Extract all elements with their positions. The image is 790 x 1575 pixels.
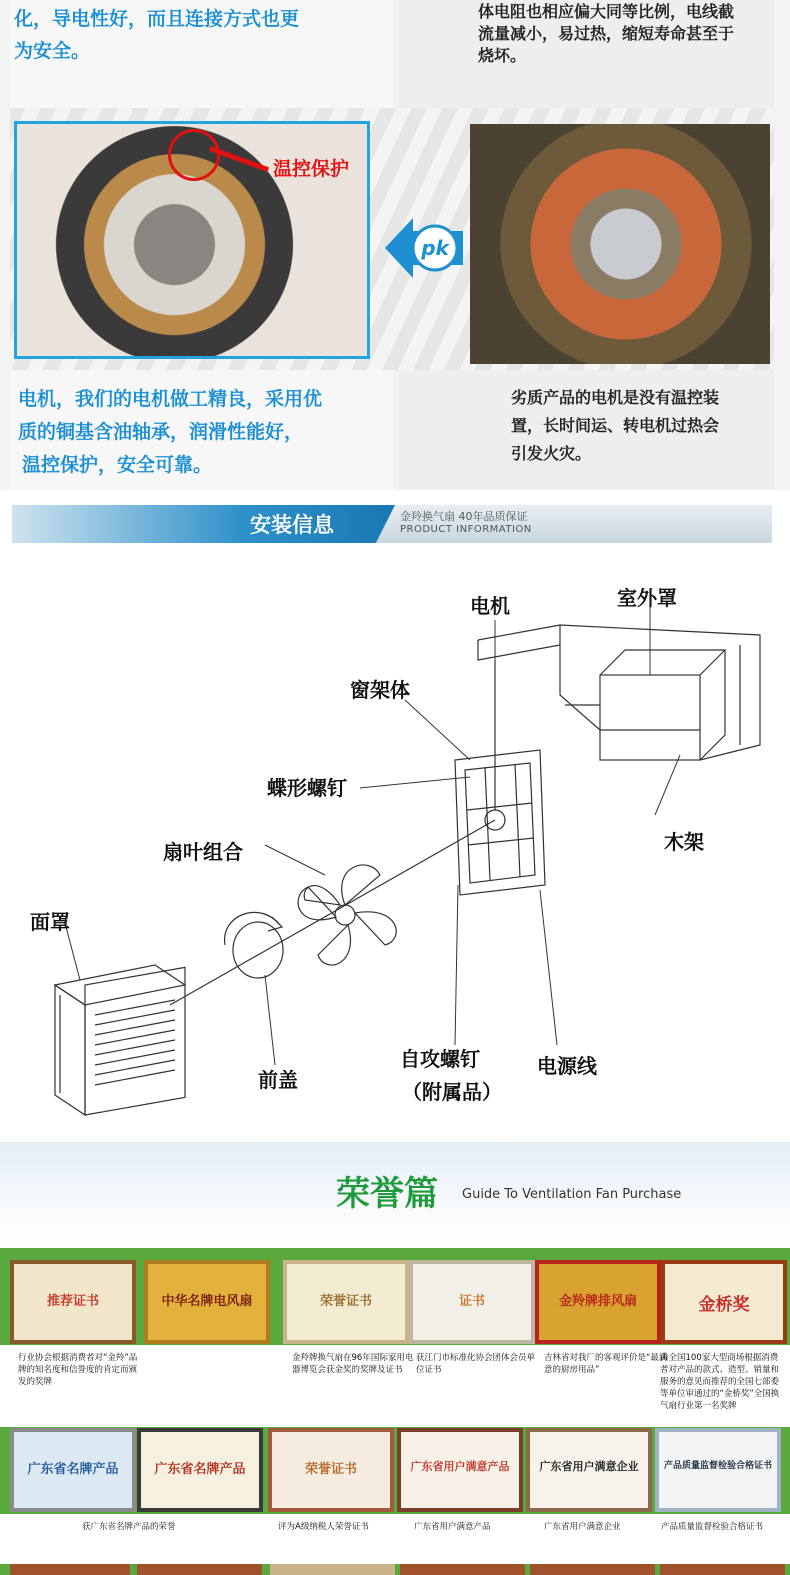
certificate-caption: 评为A级纳税人荣誉证书	[278, 1522, 369, 1532]
bad-bottom-line2: 置，长时间运、转电机过热会	[511, 416, 720, 435]
label-window-frame: 窗架体	[350, 678, 410, 702]
certificate-item	[283, 1260, 409, 1344]
install-section-subtitle-cn: 金羚换气扇 40年品质保证	[400, 510, 528, 523]
bad-motor-photo	[470, 124, 770, 364]
certificate-title: 荣誉证书	[304, 1462, 357, 1477]
certificate-edge	[400, 1564, 525, 1575]
certificate-caption: 由全国100家大型商场根据消费者对产品的款式、造型、销量和服务的意见而推荐的全国七部委等单位审通过的“金桥奖”全国换气扇行业第一名奖牌	[660, 1353, 780, 1411]
certificate-title: 广东省名牌产品	[27, 1462, 119, 1477]
label-tapping-screw: 自攻螺钉	[400, 1047, 480, 1071]
certificate-caption: 广东省用户满意产品	[414, 1522, 491, 1532]
install-section-accent	[12, 505, 395, 543]
honor-subtitle: Guide To Ventilation Fan Purchase	[462, 1187, 682, 1202]
certificate-item	[10, 1260, 136, 1344]
good-top-line2: 为安全。	[14, 40, 91, 62]
certificate-item	[268, 1428, 394, 1512]
certificate-title: 产品质量监督检验合格证书	[663, 1461, 772, 1471]
label-butterfly-screw: 蝶形螺钉	[267, 776, 347, 800]
label-wood-frame: 木架	[664, 830, 704, 854]
temp-highlight-circle	[168, 129, 220, 181]
certificate-caption: 行业协会根据消费者对“金羚”品牌的知名度和信誉度的肯定而颁发的奖牌	[18, 1353, 138, 1387]
certificate-edge	[530, 1564, 655, 1575]
temp-protect-label: 温控保护	[273, 158, 350, 180]
certificate-title: 荣誉证书	[319, 1294, 372, 1309]
certificate-edge	[270, 1564, 395, 1575]
fan-blade-outline	[298, 865, 396, 965]
certificate-item	[535, 1260, 661, 1344]
certificate-item	[661, 1260, 787, 1344]
certificate-caption: 广东省用户满意企业	[544, 1522, 621, 1532]
certificate-item	[137, 1428, 263, 1512]
certificate-caption: 产品质量监督检验合格证书	[661, 1522, 764, 1532]
certificate-title: 证书	[458, 1294, 485, 1309]
label-face-cover: 面罩	[30, 910, 70, 934]
certificate-title: 推荐证书	[46, 1294, 99, 1309]
face-grille-outline	[55, 965, 185, 1115]
good-bottom-line2: 质的铜基含油轴承，润滑性能好，	[18, 421, 304, 443]
certificate-edge	[660, 1564, 785, 1575]
honor-title: 荣誉篇	[336, 1174, 438, 1214]
certificate-title: 广东省用户满意企业	[539, 1460, 639, 1473]
good-bottom-line1: 电机，我们的电机做工精良，采用优	[18, 388, 323, 410]
bad-top-line1: 体电阻也相应偏大同等比例，电线截	[478, 2, 735, 21]
label-outdoor-cover: 室外罩	[617, 586, 677, 610]
certificate-caption: 金羚牌换气扇在96年国际家用电器博览会获金奖的奖牌及证书	[292, 1353, 414, 1375]
bad-bottom-line1: 劣质产品的电机是没有温控装	[511, 388, 720, 407]
label-accessory: （附属品）	[402, 1080, 502, 1104]
certificate-title: 广东省用户满意产品	[410, 1460, 510, 1473]
certificate-caption: 获广东省名牌产品的荣誉	[82, 1522, 176, 1532]
certificate-item	[144, 1260, 270, 1344]
certificate-title: 金羚牌排风扇	[558, 1294, 637, 1309]
certificate-item	[655, 1428, 781, 1512]
certificate-item	[10, 1428, 136, 1512]
label-motor: 电机	[470, 594, 510, 618]
good-bottom-line3: 温控保护，安全可靠。	[22, 454, 213, 476]
certificate-edge	[137, 1564, 262, 1575]
label-power-cord: 电源线	[537, 1054, 597, 1078]
bad-bottom-line3: 引发火灾。	[511, 444, 592, 463]
bad-top-line2: 流量减小，易过热，缩短寿命甚至于	[478, 24, 735, 43]
good-top-line1: 化，导电性好，而且连接方式也更	[14, 8, 300, 30]
certificate-item	[409, 1260, 535, 1344]
wall-box-outline	[478, 625, 760, 760]
certificate-item	[397, 1428, 523, 1512]
certificate-title: 广东省名牌产品	[154, 1462, 246, 1477]
install-section-subtitle-en: PRODUCT INFORMATION	[400, 524, 532, 535]
certificate-item	[526, 1428, 652, 1512]
pk-label: pk	[421, 236, 449, 260]
certificate-caption: 吉林省对我厂的客观评价是“最满意的厨房用品”	[544, 1353, 668, 1375]
label-front-cap: 前盖	[258, 1068, 298, 1092]
certificate-title: 中华名牌电风扇	[161, 1294, 253, 1309]
label-fan-blade: 扇叶组合	[163, 840, 243, 864]
certificate-title: 金桥奖	[698, 1295, 750, 1315]
pk-arrow-icon	[385, 213, 465, 283]
bad-top-line3: 烧坏。	[478, 46, 527, 65]
certificate-edge	[10, 1564, 130, 1575]
install-section-title: 安装信息	[250, 513, 334, 537]
certificate-caption: 获江门市标准化协会团体会员单位证书	[416, 1353, 536, 1375]
